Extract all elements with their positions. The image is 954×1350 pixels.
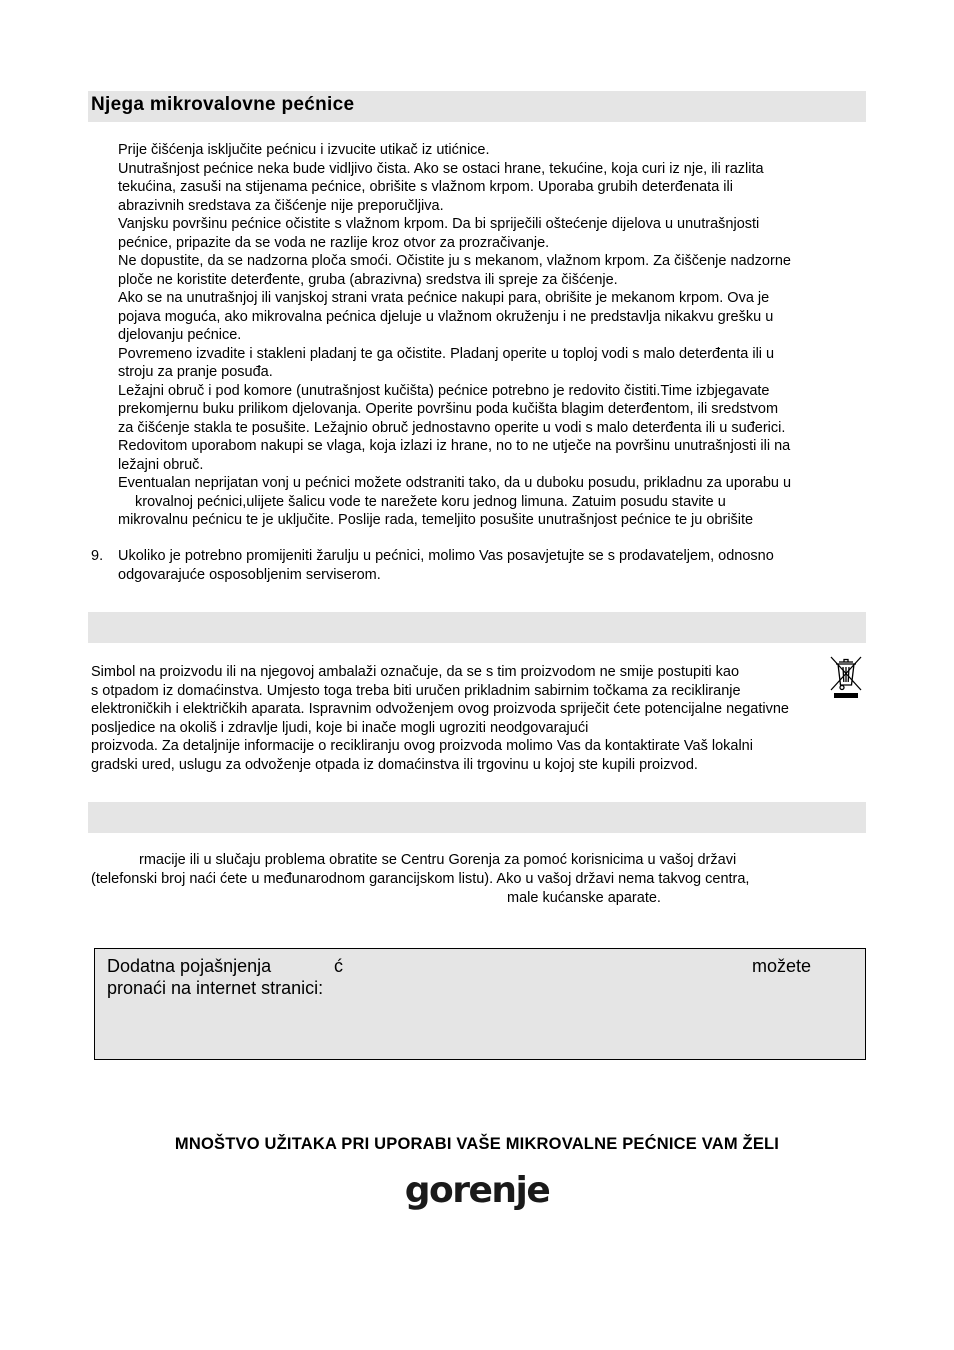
disposal-line: proizvoda. Za detaljnije informacije o recikliranju ovog proizvoda molimo Vas da kontaktirate Vaš lokalni bbox=[91, 738, 753, 754]
care-line: tekućina, zasuši na stijenama pećnice, obrišite s vlažnom krpom. Uporaba grubih deterđenata ili bbox=[118, 179, 733, 195]
disposal-line: Simbol na proizvodu ili na njegovoj ambalaži označuje, da se s tim proizvodom ne smije postupiti kao bbox=[91, 664, 740, 680]
care-line: Redovitom uporabom nakupi se vlaga, koja izlazi iz hrane, no to ne utječe na površinu unutrašnjosti ili na bbox=[118, 438, 791, 454]
care-line: pećnice, pripazite da se voda ne razlije kroz otvor za prozračivanje. bbox=[118, 234, 550, 251]
item-line: Ukoliko je potrebno promijeniti žarulju u pećnici, molimo Vas posavjetujte se s prodavateljem, odnosno bbox=[118, 548, 774, 564]
logo-text: gorenje bbox=[404, 1170, 550, 1211]
disposal-line: posljedice na okoliš i zdravlje ljudi, koje bi inače mogli ugroziti neodgovarajući bbox=[91, 719, 589, 736]
item-line: odgovarajuće osposobljenim serviserom. bbox=[118, 566, 381, 583]
crossed-out-wheelie-bin-icon bbox=[828, 654, 864, 700]
section-header-disposal bbox=[88, 612, 866, 643]
care-line: djelovanju pećnice. bbox=[118, 327, 242, 343]
disposal-line: s otpadom iz domaćinstva. Umjesto toga treba biti uručen prikladnim sabirnim točkama za recikliranje bbox=[91, 682, 741, 699]
care-instructions bbox=[118, 141, 791, 530]
section-title-care: Njega mikrovalovne pećnice bbox=[91, 94, 355, 115]
care-line: pojava moguća, ako mikrovalna pećnica djeluje u vlažnom okruženju i ne predstavlja nikakvu grešku u bbox=[118, 308, 774, 325]
care-line: Povremeno izvadite i stakleni pladanj te ga očistite. Pladanj operite u toploj vodi s malo deterđenta ili u bbox=[118, 345, 775, 362]
care-line: Vanjsku površinu pećnice očistite s vlažnom krpom. Da bi spriječili oštećenje dijelova u unutrašnjosti bbox=[118, 216, 760, 232]
care-line: Ležajni obruč i pod komore (unutrašnjost kučišta) pećnice potrebno je redovito čistiti.Time izbjegavate bbox=[118, 382, 770, 399]
care-line: krovalnoj pećnici,ulijete šalicu vode te narežete koru jednog limuna. Zatuim posudu stavite u bbox=[135, 493, 726, 510]
care-line: Unutrašnjost pećnice neka bude vidljivo čista. Ako se ostaci hrane, tekućine, koja curi iz nje, ili razlita bbox=[118, 160, 764, 177]
closing-text: MNOŠTVO UŽITAKA PRI UPORABI VAŠE MIKROVALNE PEĆNICE VAM ŽELI bbox=[174, 1135, 780, 1153]
care-line: Prije čišćenja isključite pećnicu i izvucite utikač iz utićnice. bbox=[118, 142, 490, 158]
info-box bbox=[94, 948, 866, 1060]
item-number: 9. bbox=[91, 548, 104, 564]
care-line: mikrovalnu pećnicu te je uključite. Poslije rada, temeljito posušite unutrašnjost pećnice te ju obrišite bbox=[118, 512, 754, 528]
service-line: rmacije ili u slučaju problema obratite se Centru Gorenja za pomoć korisnicima u vašoj državi bbox=[139, 852, 737, 868]
care-line: abrazivnih sredstava za čišćenje nije preporučljiva. bbox=[118, 197, 444, 214]
info-text-part1: Dodatna pojašnjenja bbox=[107, 956, 272, 976]
item-text bbox=[118, 547, 774, 584]
service-line: (telefonski broj naći ćete u međunarodnom garancijskom listu). Ako u vašoj državi nema takvog centra, bbox=[91, 871, 750, 887]
disposal-line: elektroničkih i električkih aparata. Ispravnim odvoženjem ovog proizvoda spriječit ćete potencijalne negativne bbox=[91, 701, 789, 717]
info-text-part2: ć bbox=[334, 956, 343, 976]
care-line: Eventualan neprijatan vonj u pećnici možete odstraniti tako, da u duboku posudu, prikladnu za uporabu u bbox=[118, 475, 792, 491]
care-line: za čišćenje stakla te posušite. Ležajnio obruč jednostavno operite u vodi s malo deterđenta ili u suđerici. bbox=[118, 419, 786, 436]
care-line: Ako se na unutrašnjoj ili vanjskoj strani vrata pećnice nakupi para, obrišite je mekanom krpom. Ova je bbox=[118, 290, 770, 306]
care-line: Ne dopustite, da se nadzorna ploča smoći. Očistite ju s mekanom, vlažnom krpom. Za čiščenje nadzorne bbox=[118, 253, 791, 269]
care-line: prekomjernu buku prilikom djelovanja. Operite površinu poda kučišta blagim deterđentom, ili sredstvom bbox=[118, 401, 779, 417]
care-line: ploče ne koristite deterđente, gruba (abrazivna) sredstva ili spreje za čišćenje. bbox=[118, 271, 618, 288]
care-line: ležajni obruč. bbox=[118, 456, 204, 473]
info-text-part3: možete bbox=[752, 956, 812, 976]
gorenje-logo bbox=[0, 1170, 954, 1211]
info-text-line2: pronaći na internet stranici: bbox=[107, 978, 324, 998]
disposal-line: gradski ured, uslugu za odvoženje otpada iz domaćinstva ili trgovinu u kojoj ste kupili proizvod. bbox=[91, 756, 698, 773]
section-header-service bbox=[88, 802, 866, 833]
section-header-care bbox=[88, 91, 866, 122]
service-line: male kućanske aparate. bbox=[507, 890, 661, 906]
disposal-text bbox=[91, 663, 789, 774]
care-line: stroju za pranje posuđa. bbox=[118, 364, 273, 380]
